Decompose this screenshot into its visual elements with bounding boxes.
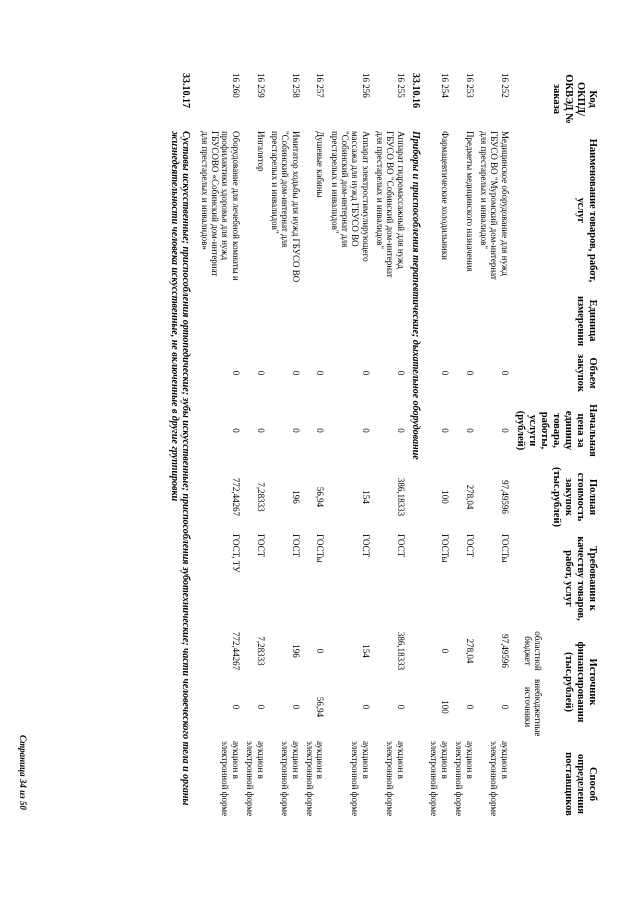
cell-name: Предметы медицинского назначения [464,131,475,272]
cell-unit [268,293,303,348]
cell-unit [452,293,477,348]
cell-name: Душевые кабины [315,131,326,198]
header-name: Наименование товаров, работ, услуг [574,138,598,283]
cell-total: 56,94 [315,486,326,508]
cell-method: аукцион в электронной форме [304,741,326,817]
cell-unit [373,293,408,348]
header-price [512,398,600,463]
header-qty: Объем закупок [574,354,598,392]
cell-qty: 0 [395,370,406,376]
group-title: Приборы и приспособления терапевтические; дыхательное оборудование [410,131,422,460]
cell-total: 386,18333 [395,477,406,517]
cell-external: 100 [439,700,450,714]
table-row [197,70,242,830]
header-price-sub: услуги (рублей) [514,410,538,451]
cell-external: 0 [464,704,475,710]
cell-price: 0 [360,428,371,433]
cell-name: Имитатор ходьбы для нужд ГБУСО ВО "Собинский дом-интернат для престарелых и инвалидов" [269,131,301,283]
cell-method: аукцион в электронной форме [220,741,241,817]
cell-requirements: ГОСТы [315,534,326,563]
cell-code: 16 252 [499,73,510,98]
cell-total: 100 [439,490,450,504]
cell-price: 0 [230,428,241,433]
cell-total: 278,04 [464,484,475,510]
cell-unit [327,293,372,348]
cell-qty: 0 [439,370,450,376]
header-source-regional: областной бюджет [522,631,544,671]
cell-method: аукцион в электронной форме [429,741,450,817]
page-number: Страница 34 из 50 [18,735,28,810]
cell-price: 0 [499,428,510,433]
cell-requirements: ГОСТы [439,534,450,563]
header-source-external: внебюджетные источники [522,679,544,737]
cell-method: аукцион в электронной форме [385,741,406,817]
header-price-label: Начальная цена за единицу товара, работы, [538,404,598,457]
cell-external: 0 [395,704,406,710]
cell-name: Аппарат электростимулирующего массажа для нужд ГБУСО ВО "Собинский дом-интернат для престарелых и инвалидов" [329,131,371,262]
cell-regional: 0 [315,648,326,654]
cell-name: Оборудование для лечебной комнаты и профилактики здоровья для нужд ГБУСОВО «Собинский дом-интернат для престарелых и инвалидов» [199,131,241,281]
cell-price: 0 [395,428,406,433]
table-row [452,70,477,830]
cell-qty: 0 [499,370,510,376]
cell-code: 16 260 [230,73,241,98]
cell-code: 16 255 [395,73,406,98]
cell-method: аукцион в электронной форме [350,741,371,817]
cell-qty: 0 [464,370,475,376]
cell-external: 56,94 [315,696,326,718]
group-row [408,70,428,830]
cell-qty: 0 [230,370,241,376]
cell-total: 196 [290,490,301,504]
cell-external: 0 [290,704,301,710]
procurement-table [166,70,600,830]
header-method: Способ определения поставщиков [562,752,598,816]
table-row [243,70,268,830]
cell-regional: 7,28333 [255,636,266,666]
cell-external: 0 [230,704,241,710]
cell-requirements: ГОСТ [395,534,406,558]
cell-requirements: ГОСТы [499,534,510,563]
group-code: 33.10.16 [410,73,422,108]
cell-external: 0 [499,704,510,710]
table-row [303,70,328,830]
cell-code: 16 257 [315,73,326,98]
cell-name: Фармацевтические холодильники [439,131,450,260]
header-source: Источник финансирования (тыс.рублей) [562,641,598,723]
group-row [166,70,197,830]
cell-regional: 772,44267 [230,631,241,671]
table-row [327,70,372,830]
cell-regional: 386,18333 [395,631,406,671]
cell-method: аукцион в электронной форме [489,741,510,817]
cell-price: 0 [290,428,301,433]
cell-regional: 278,04 [464,638,475,664]
cell-external: 0 [360,704,371,710]
cell-regional: 0 [439,648,450,654]
cell-unit [243,293,268,348]
cell-total: 154 [360,490,371,504]
cell-price: 0 [464,428,475,433]
cell-external: 0 [255,704,266,710]
cell-name: Аппарат гидромассажный для нужд ГБУСО ВО "Собинский дом-интернат для престарелых и инвалидов" [374,131,406,278]
cell-name: Ингалятор [255,131,266,172]
table-row [373,70,408,830]
cell-total: 772,44267 [230,477,241,517]
group-code: 33.10.17 [180,73,192,108]
cell-unit [427,293,452,348]
cell-regional: 154 [360,644,371,658]
cell-unit [303,293,328,348]
cell-total: 97,49596 [499,480,510,514]
cell-code: 16 254 [439,73,450,98]
cell-requirements: ГОСТ, ТУ [230,534,241,573]
table-row [427,70,452,830]
table-row [268,70,303,830]
cell-unit [477,293,512,348]
cell-code: 16 253 [464,73,475,98]
header-total: Полная стоимость закупок (тыс.рублей) [550,466,598,528]
cell-requirements: ГОСТ [290,534,301,558]
table-row [477,70,512,830]
cell-method: аукцион в электронной форме [245,741,266,817]
cell-code: 16 259 [255,73,266,98]
cell-price: 0 [439,428,450,433]
cell-code: 16 258 [290,73,301,98]
cell-qty: 0 [315,370,326,376]
cell-regional: 196 [290,644,301,658]
cell-requirements: ГОСТ [255,534,266,558]
cell-price: 0 [255,428,266,433]
cell-code: 16 256 [360,73,371,98]
cell-regional: 97,49596 [499,634,510,668]
header-code: Код ОКПД/ ОКВЭД № заказа [550,74,598,124]
cell-requirements: ГОСТ [360,534,371,558]
cell-total: 7,28333 [255,482,266,512]
header-requirements: Требования к качеству товаров, работ, услуг [562,536,598,621]
cell-qty: 0 [360,370,371,376]
cell-qty: 0 [290,370,301,376]
cell-method: аукцион в электронной форме [280,741,301,817]
header-unit: Единица измерения [574,296,598,347]
cell-price: 0 [315,428,326,433]
group-title: Суставы искусственные; приспособления ортопедические; зубы искусственные; приспособления зуботехнические; части человеческого тела и органы жизнедеятельности человека искусственные, не включенные в другие группировки [168,131,192,806]
cell-method: аукцион в электронной форме [454,741,475,817]
cell-name: Медицинское оборудование для нужд ГБУСО ВО "Муромский дом-интернат для престарелых и инвалидов" [478,131,510,280]
cell-requirements: ГОСТ [464,534,475,558]
table-body [166,70,511,830]
cell-unit [197,293,242,348]
cell-qty: 0 [255,370,266,376]
